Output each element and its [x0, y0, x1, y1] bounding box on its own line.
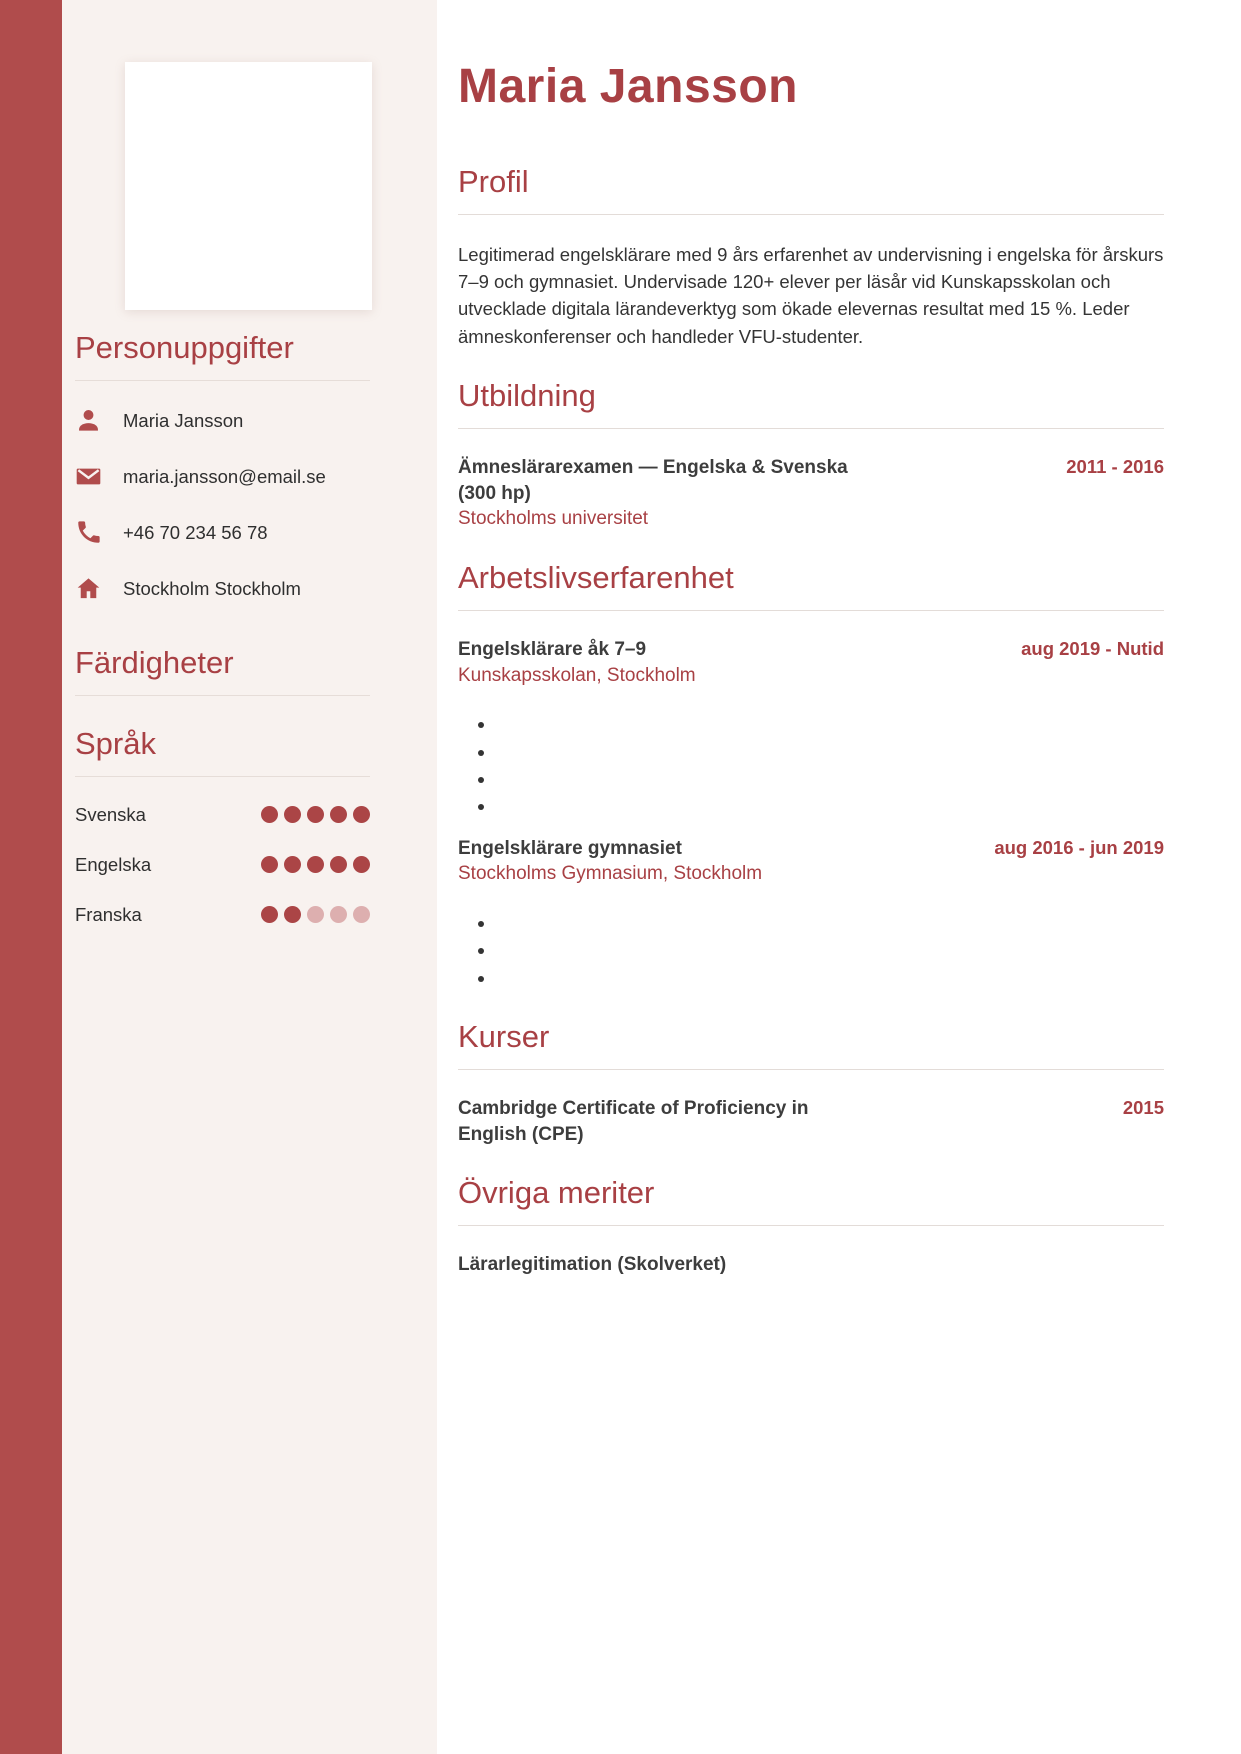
job-title: Engelsklärare åk 7–9 [458, 638, 647, 660]
contact-text: Stockholm Stockholm [123, 577, 301, 599]
email-icon [75, 463, 102, 490]
level-dot-filled [307, 806, 324, 823]
contact-item [75, 573, 370, 605]
language-level-dots [261, 856, 370, 873]
job-bullet-list [458, 909, 1164, 991]
degree-title: Ämneslärarexamen — Engelska & Svenska (300 hp) [458, 457, 848, 504]
language-row [75, 903, 370, 927]
contact-text: maria.jansson@email.se [123, 465, 326, 487]
divider [458, 1069, 1164, 1070]
sidebar-section-languages [75, 726, 370, 927]
section-heading-profile: Profil [458, 163, 529, 199]
divider [75, 776, 370, 777]
education-dates: 2011 - 2016 [1066, 456, 1164, 477]
section-heading-other-merits: Övriga meriter [458, 1175, 655, 1211]
course-entry [458, 1096, 1164, 1147]
job-bullet [496, 909, 1136, 936]
level-dot-filled [284, 906, 301, 923]
level-dot-filled [261, 856, 278, 873]
experience-entry [458, 836, 1164, 991]
main-column [437, 0, 1241, 1278]
section-courses [458, 1019, 1164, 1147]
home-icon [75, 575, 102, 602]
job-bullet [496, 710, 1136, 737]
sidebar-section-skills [75, 645, 370, 696]
languages-list [75, 803, 370, 927]
accent-band [0, 0, 62, 1754]
divider [458, 1225, 1164, 1226]
sidebar-section-personal [75, 330, 370, 605]
language-label: Engelska [75, 853, 152, 875]
experience-entry [458, 637, 1164, 820]
level-dot-empty [353, 906, 370, 923]
contact-text: +46 70 234 56 78 [123, 521, 268, 543]
profile-photo-placeholder [125, 62, 372, 310]
level-dot-filled [353, 806, 370, 823]
divider [75, 695, 370, 696]
section-other-merits [458, 1175, 1164, 1278]
employer-name: Stockholms Gymnasium, Stockholm [458, 863, 763, 885]
sidebar-heading-skills: Färdigheter [75, 644, 234, 680]
section-heading-education: Utbildning [458, 378, 596, 414]
job-bullet-list [458, 710, 1164, 820]
job-dates: aug 2019 - Nutid [1021, 637, 1164, 659]
employer-name: Kunskapsskolan, Stockholm [458, 664, 696, 686]
language-level-dots [261, 906, 370, 923]
contact-list [75, 405, 370, 605]
divider [458, 214, 1164, 215]
language-label: Franska [75, 903, 142, 925]
page-title-name: Maria Jansson [458, 60, 798, 113]
level-dot-empty [307, 906, 324, 923]
contact-item [75, 405, 370, 437]
language-label: Svenska [75, 803, 146, 825]
job-title: Engelsklärare gymnasiet [458, 837, 682, 859]
level-dot-filled [353, 856, 370, 873]
level-dot-filled [284, 856, 301, 873]
job-bullet [496, 792, 1136, 819]
other-merit-title: Lärarlegitimation (Skolverket) [458, 1254, 727, 1276]
sidebar [62, 0, 437, 1754]
level-dot-filled [261, 806, 278, 823]
person-icon [75, 407, 102, 434]
section-heading-experience: Arbetslivserfarenhet [458, 559, 734, 595]
level-dot-filled [284, 806, 301, 823]
level-dot-filled [330, 856, 347, 873]
sidebar-heading-languages: Språk [75, 725, 156, 761]
sidebar-heading-personal: Personuppgifter [75, 330, 294, 365]
job-bullet [496, 765, 1136, 792]
phone-icon [75, 519, 102, 546]
course-title: Cambridge Certificate of Proficiency in English (CPE) [458, 1098, 809, 1145]
section-education [458, 378, 1164, 532]
divider [458, 428, 1164, 429]
job-dates: aug 2016 - jun 2019 [994, 836, 1164, 858]
level-dot-filled [261, 906, 278, 923]
school-name: Stockholms universitet [458, 508, 649, 530]
level-dot-empty [330, 906, 347, 923]
other-merit-entry [458, 1252, 1164, 1278]
language-level-dots [261, 806, 370, 823]
section-profile [458, 164, 1164, 350]
contact-text: Maria Jansson [123, 409, 244, 431]
contact-item [75, 461, 370, 493]
section-experience [458, 560, 1164, 991]
level-dot-filled [307, 856, 324, 873]
job-bullet [496, 936, 1136, 963]
level-dot-filled [330, 806, 347, 823]
job-bullet [496, 964, 1136, 991]
education-entry [458, 455, 1164, 532]
job-bullet [496, 738, 1136, 765]
divider [458, 610, 1164, 611]
course-dates: 2015 [1122, 1097, 1164, 1119]
section-heading-courses: Kurser [458, 1019, 550, 1055]
profile-text: Legitimerad engelsklärare med 9 års erfarenhet av undervisning i engelska för årskurs 7–9 och gymnasiet. Undervisade 120+ elever per läsår vid Kunskapsskolan och utvecklade digitala lärandeverktyg som ökade elevernas resultat med 15 %. Leder ämneskonferenser och handleder VFU-studenter. [458, 243, 1164, 347]
divider [75, 380, 370, 381]
contact-item [75, 517, 370, 549]
language-row [75, 853, 370, 877]
language-row [75, 803, 370, 827]
